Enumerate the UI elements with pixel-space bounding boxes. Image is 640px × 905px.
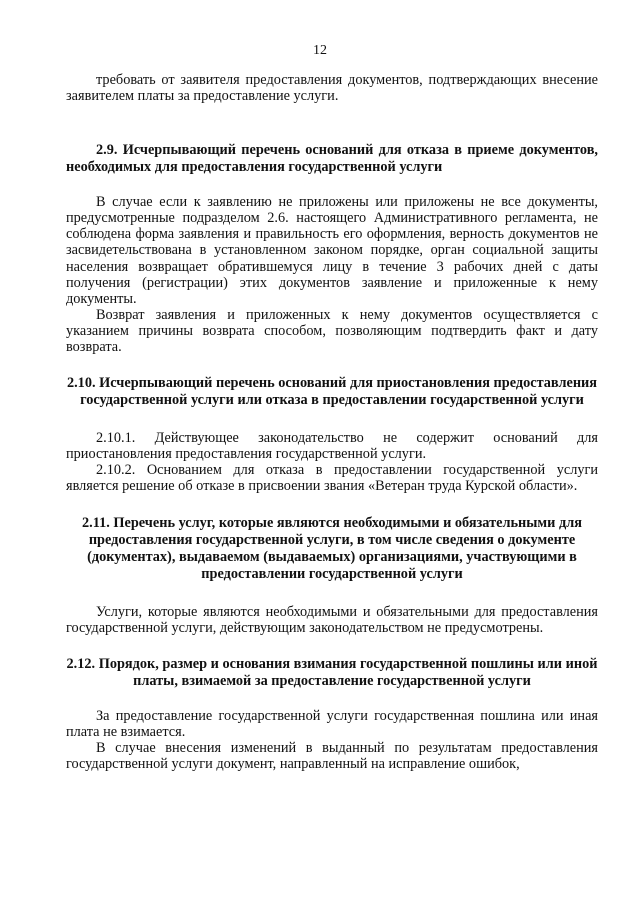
section-2-12-paragraph-2: В случае внесения изменений в выданный по результатам предоставления государственной услуги документ, направленный на исправление ошибок, (66, 739, 598, 772)
section-2-12-paragraph-1: За предоставление государственной услуги государственная пошлина или иная плата не взимается. (66, 707, 598, 740)
intro-paragraph: требовать от заявителя предоставления документов, подтверждающих внесение заявителем платы за предоставление услуги. (66, 72, 598, 105)
spacer (66, 409, 598, 430)
document-content (66, 72, 598, 772)
spacer (66, 636, 598, 656)
spacer (66, 104, 598, 142)
section-2-10-paragraph-1: 2.10.1. Действующее законодательство не содержит оснований для приостановления предоставления государственной услуги. (66, 430, 598, 463)
spacer (66, 690, 598, 708)
spacer (66, 495, 598, 515)
spacer (66, 355, 598, 375)
section-2-10-heading: 2.10. Исчерпывающий перечень оснований для приостановления предоставления государственной услуги или отказа в предоставлении государственной услуги (66, 375, 598, 409)
section-2-9-paragraph-1: В случае если к заявлению не приложены или приложены не все документы, предусмотренные подразделом 2.6. настоящего Административного регламента, не соблюдена форма заявления и правильность его оформления, верность документов не засвидетельствована в установленном законом порядке, орган социальной защиты населения возвращает обратившемуся лицу в течение 3 рабочих дней с даты получения (регистрации) этих документов заявление и приложенные к нему документы. (66, 194, 598, 307)
section-2-9-paragraph-2: Возврат заявления и приложенных к нему документов осуществляется с указанием причины возврата способом, позволяющим подтвердить факт и дату возврата. (66, 306, 598, 356)
section-2-11-heading: 2.11. Перечень услуг, которые являются необходимыми и обязательными для предоставления государственной услуги, в том числе сведения о документе (документах), выдаваемом (выдаваемых) организациями, участвующими в предоставлении государственной услуги (82, 514, 582, 582)
section-2-9-heading: 2.9. Исчерпывающий перечень оснований для отказа в приеме документов, необходимых для предоставления государственной услуги (66, 142, 598, 176)
section-2-11-paragraph-1: Услуги, которые являются необходимыми и обязательными для предоставления государственной услуги, действующим законодательством не предусмотрены. (66, 603, 598, 636)
spacer (66, 583, 598, 604)
spacer (66, 176, 598, 194)
page-number: 12 (313, 43, 327, 58)
section-2-10-paragraph-2: 2.10.2. Основанием для отказа в предоставлении государственной услуги является решение об отказе в присвоении звания «Ветеран труда Курской области». (66, 462, 598, 495)
section-2-12-heading: 2.12. Порядок, размер и основания взимания государственной пошлины или иной платы, взимаемой за предоставление государственной услуги (66, 655, 598, 689)
